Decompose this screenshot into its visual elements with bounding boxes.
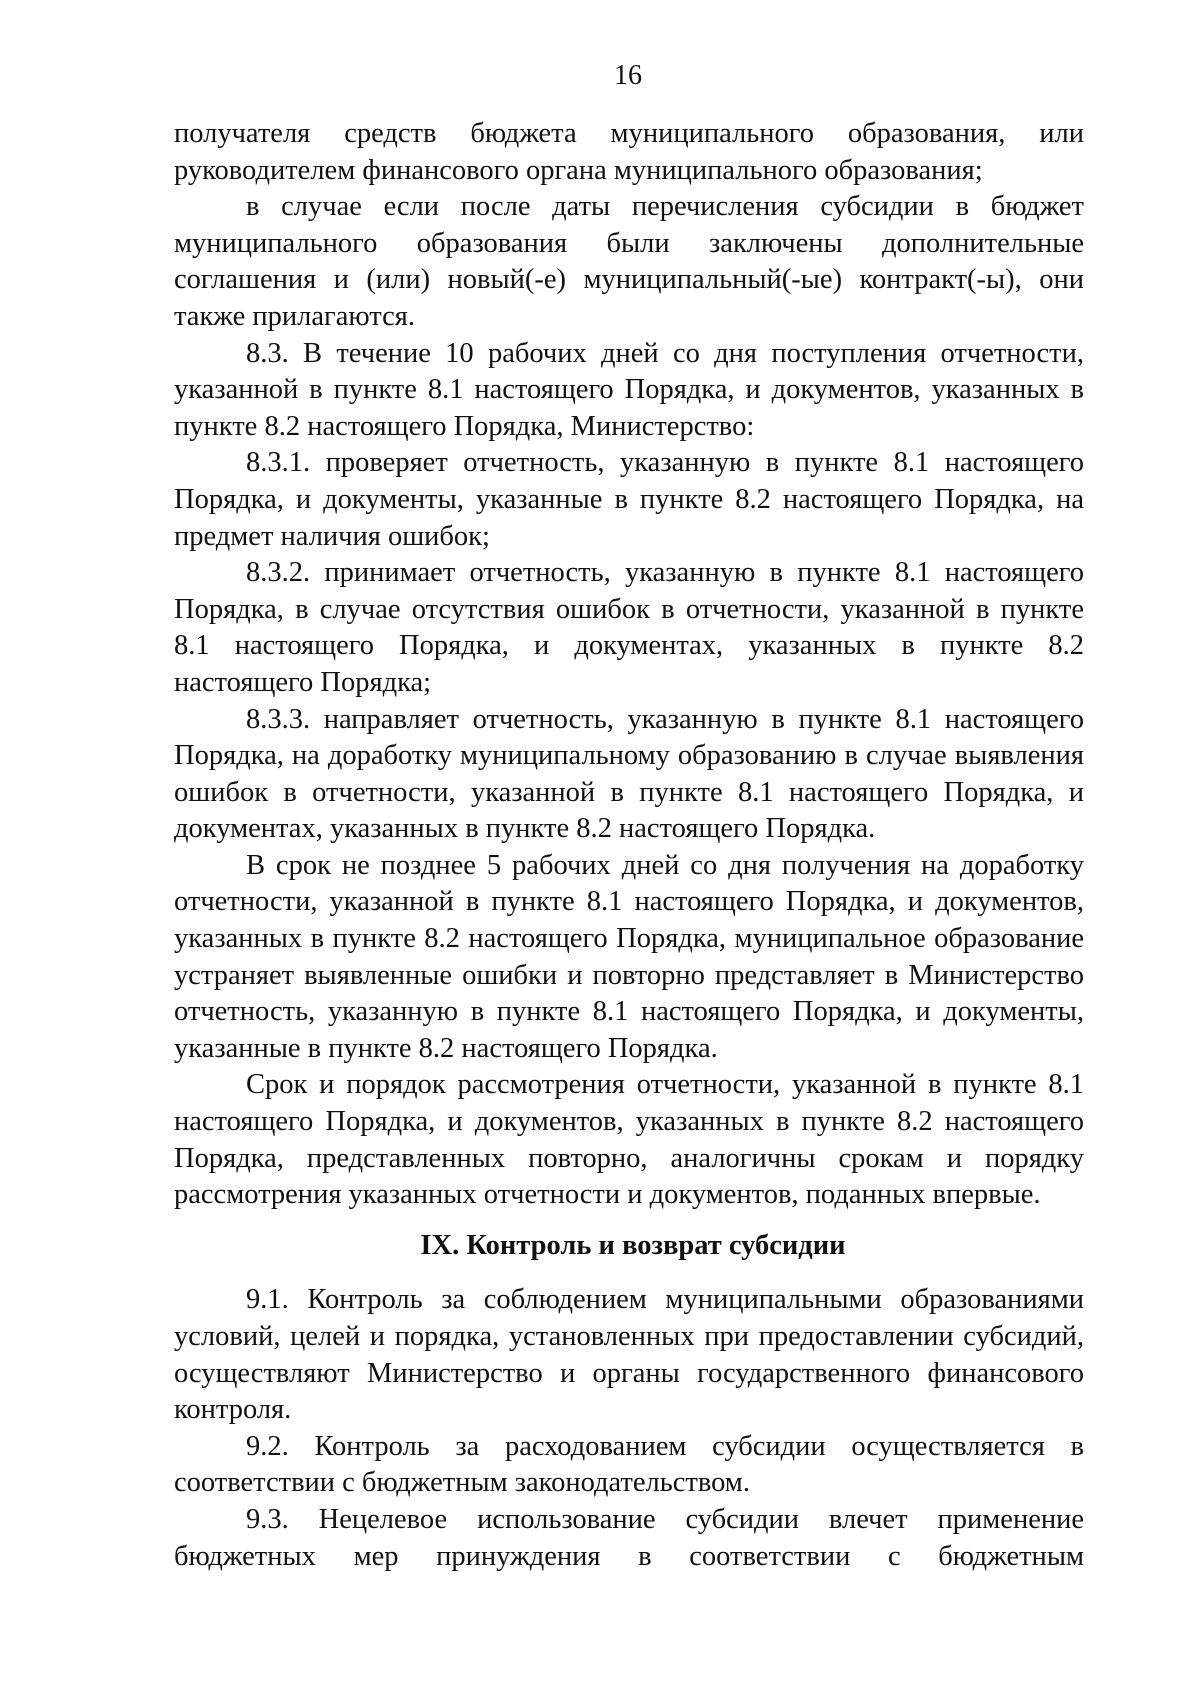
paragraph-continuation: получателя средств бюджета муниципального образования, или руководителем финансового органа муниципального образования;	[174, 118, 1084, 186]
paragraph-9-1: 9.1. Контроль за соблюдением муниципальными образованиями условий, целей и порядка, установленных при предоставлении субсидий, осуществляют Министерство и органы государственного финансового контроля.	[174, 1284, 1084, 1426]
document-body	[174, 116, 1084, 1575]
paragraph-8-3-2: 8.3.2. принимает отчетность, указанную в пункте 8.1 настоящего Порядка, в случае отсутствия ошибок в отчетности, указанной в пункте 8.1 настоящего Порядка, и документах, указанных в пункте 8.2 настоящего Порядка;	[174, 557, 1084, 698]
paragraph-8-3-1: 8.3.1. проверяет отчетность, указанную в пункте 8.1 настоящего Порядка, и документы, указанные в пункте 8.2 настоящего Порядка, на предмет наличия ошибок;	[174, 447, 1084, 552]
paragraph-8-3-3: 8.3.3. направляет отчетность, указанную в пункте 8.1 настоящего Порядка, на доработку муниципальному образованию в случае выявления ошибок в отчетности, указанной в пункте 8.1 настоящего Порядка, и документах, указанных в пункте 8.2 настоящего Порядка.	[174, 703, 1084, 845]
paragraph-rework-deadline: В срок не позднее 5 рабочих дней со дня получения на доработку отчетности, указанной в пункте 8.1 настоящего Порядка, и документов, указанных в пункте 8.2 настоящего Порядка, муниципальное образование устраняет выявленные ошибки и повторно представляет в Министерство отчетность, указанную в пункте 8.1 настоящего Порядка, и документы, указанные в пункте 8.2 настоящего Порядка.	[174, 849, 1084, 1064]
paragraph-attachments: в случае если после даты перечисления субсидии в бюджет муниципального образования были заключены дополнительные соглашения и (или) новый(-е) муниципальный(-ые) контракт(-ы), они также прилагаются.	[174, 191, 1084, 332]
paragraph-9-2: 9.2. Контроль за расходованием субсидии осуществляется в соответствии с бюджетным законодательством.	[174, 1430, 1084, 1499]
paragraph-review-terms: Срок и порядок рассмотрения отчетности, указанной в пункте 8.1 настоящего Порядка, и документов, указанных в пункте 8.2 настоящего Порядка, представленных повторно, аналогичны срокам и порядку рассмотрения указанных отчетности и документов, поданных впервые.	[174, 1069, 1084, 1211]
paragraph-9-3: 9.3. Нецелевое использование субсидии влечет применение бюджетных мер принуждения в соответствии с бюджетным	[174, 1503, 1084, 1572]
paragraph-8-3: 8.3. В течение 10 рабочих дней со дня поступления отчетности, указанной в пункте 8.1 настоящего Порядка, и документов, указанных в пункте 8.2 настоящего Порядка, Министерство:	[174, 337, 1084, 442]
page-number: 16	[614, 60, 642, 91]
section-heading: IX. Контроль и возврат субсидии	[420, 1229, 846, 1261]
